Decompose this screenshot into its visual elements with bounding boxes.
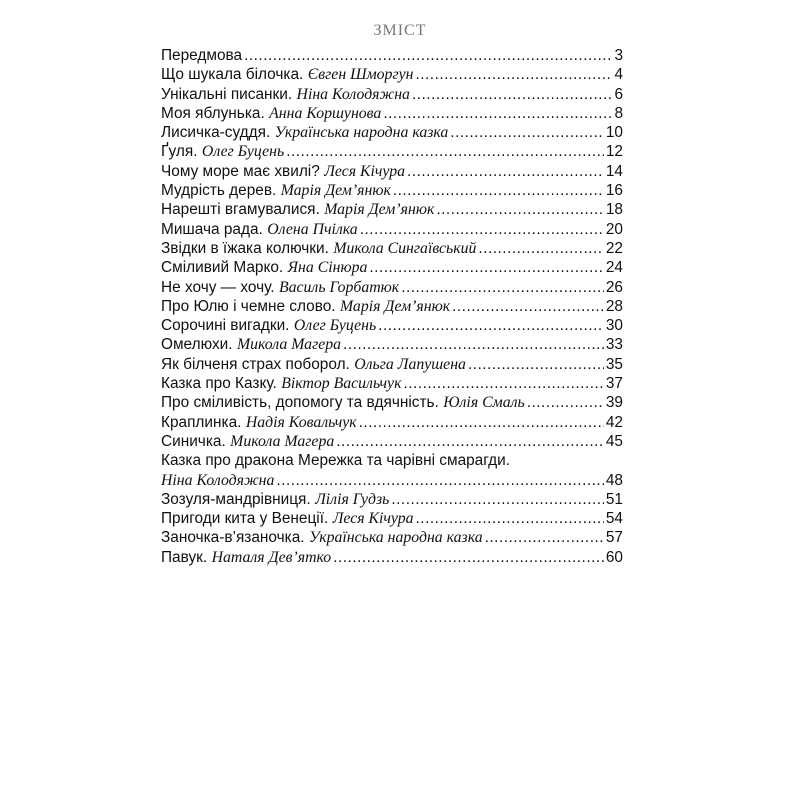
toc-entry (161, 239, 623, 258)
page-heading: ЗМІСТ (373, 22, 427, 39)
toc-entry (161, 393, 623, 412)
dot-leader (276, 471, 603, 490)
dot-leader (485, 528, 604, 547)
entry-author: Марія Дем’янюк (280, 182, 391, 200)
entry-author: Євген Шморгун (307, 66, 414, 84)
entry-author: Віктор Васильчук (281, 375, 402, 393)
entry-page-number: 45 (605, 432, 623, 450)
entry-author: Микола Магера (230, 432, 335, 450)
toc-entry (161, 220, 623, 239)
dot-leader (468, 355, 604, 374)
entry-page-number: 16 (605, 182, 623, 200)
entry-author: Ніна Колодяжна (161, 471, 275, 489)
entry-page-number: 6 (614, 85, 623, 103)
toc-entry (161, 509, 623, 528)
entry-page-number: 12 (605, 143, 623, 161)
entry-author: Марія Дем’янюк (324, 201, 435, 219)
toc-entry (161, 142, 623, 161)
dot-leader (378, 316, 604, 335)
toc-entry (161, 104, 623, 123)
entry-title: Про Юлю і чемне слово. (161, 297, 336, 315)
toc-entry (161, 335, 623, 354)
toc-entry (161, 451, 623, 470)
entry-page-number: 8 (614, 104, 623, 122)
entry-author: Українська народна казка (308, 529, 483, 547)
entry-title: Сорочині вигадки. (161, 317, 290, 335)
dot-leader (360, 220, 604, 239)
toc-entry (161, 355, 623, 374)
entry-author: Микола Магера (236, 336, 342, 354)
entry-author: Олег Буцень (293, 317, 377, 335)
entry-title: Казка про Казку. (161, 375, 277, 393)
entry-title: Звідки в їжака колючки. (161, 239, 329, 257)
toc-entry (161, 528, 623, 547)
entry-page-number: 26 (605, 278, 623, 296)
entry-page-number: 18 (605, 201, 623, 219)
entry-author: Олег Буцень (201, 143, 285, 161)
entry-author: Анна Коршунова (269, 104, 382, 122)
entry-title: Сміливий Марко. (161, 259, 284, 277)
table-of-contents (161, 46, 623, 567)
dot-leader (336, 432, 604, 451)
dot-leader (391, 490, 604, 509)
entry-page-number: 60 (605, 548, 623, 566)
dot-leader (359, 413, 604, 432)
entry-title: Моя яблунька. (161, 104, 265, 122)
entry-title: Зозуля-мандрівниця. (161, 490, 311, 508)
dot-leader (333, 548, 604, 567)
entry-title: Омелюхи. (161, 336, 233, 354)
toc-entry (161, 123, 623, 142)
entry-title: Краплинка. (161, 413, 242, 431)
entry-title: Що шукала білочка. (161, 66, 304, 84)
entry-title: Пригоди кита у Венеції. (161, 510, 329, 528)
entry-title: Про сміливість, допомогу та вдячність. (161, 394, 439, 412)
entry-page-number: 57 (605, 529, 623, 547)
entry-title: Казка про дракона Мережка та чарівні смарагди. (161, 452, 511, 470)
entry-page-number: 4 (614, 66, 623, 84)
toc-entry (161, 85, 623, 104)
dot-leader (436, 200, 604, 219)
entry-author: Леся Кічура (332, 510, 414, 528)
entry-title: Лисичка-суддя. (161, 124, 271, 142)
dot-leader (343, 335, 604, 354)
entry-author: Українська народна казка (274, 124, 449, 142)
toc-entry (161, 316, 623, 335)
entry-author: Василь Горбатюк (278, 278, 400, 296)
entry-author: Микола Сингаївський (333, 239, 477, 257)
toc-entry (161, 413, 623, 432)
dot-leader (383, 104, 612, 123)
dot-leader (450, 123, 604, 142)
toc-entry (161, 297, 623, 316)
dot-leader (403, 374, 603, 393)
entry-title: Унікальні писанки. (161, 85, 293, 103)
entry-page-number: 24 (605, 259, 623, 277)
dot-leader (527, 393, 604, 412)
toc-entry (161, 181, 623, 200)
entry-title: Чому море має хвилі? (161, 162, 320, 180)
entry-page-number: 35 (605, 355, 623, 373)
dot-leader (369, 258, 603, 277)
entry-title: Ґуля. (161, 143, 198, 161)
dot-leader (415, 65, 612, 84)
entry-title: Мудрість дерев. (161, 182, 277, 200)
dot-leader (286, 142, 604, 161)
toc-entry (161, 162, 623, 181)
entry-title: Нарешті вгамувалися. (161, 201, 320, 219)
entry-title: Синичка. (161, 432, 226, 450)
dot-leader (401, 278, 604, 297)
entry-page-number: 48 (605, 471, 623, 489)
toc-entry (161, 548, 623, 567)
entry-page-number: 20 (605, 220, 623, 238)
dot-leader (478, 239, 603, 258)
entry-author: Ольга Лапушена (354, 355, 466, 373)
entry-author: Яна Сінюра (287, 259, 368, 277)
entry-author: Олена Пчілка (267, 220, 358, 238)
entry-page-number: 30 (605, 317, 623, 335)
entry-page-number: 22 (605, 239, 623, 257)
entry-page-number: 39 (605, 394, 623, 412)
toc-entry (161, 432, 623, 451)
entry-page-number: 51 (605, 490, 623, 508)
entry-author: Надія Ковальчук (245, 413, 357, 431)
entry-author: Ніна Колодяжна (296, 85, 410, 103)
toc-entry (161, 278, 623, 297)
entry-title: Мишача рада. (161, 220, 263, 238)
toc-entry (161, 490, 623, 509)
dot-leader (244, 46, 612, 65)
entry-title: Заночка-в’язаночка. (161, 529, 305, 547)
toc-entry (161, 374, 623, 393)
entry-page-number: 3 (614, 47, 623, 64)
entry-author: Марія Дем’янюк (339, 297, 451, 315)
toc-entry (161, 200, 623, 219)
entry-title: Не хочу — хочу. (161, 278, 275, 296)
entry-page-number: 28 (605, 297, 623, 315)
entry-page-number: 42 (605, 413, 623, 431)
entry-author: Юлія Смаль (443, 394, 525, 412)
dot-leader (452, 297, 604, 316)
entry-page-number: 54 (605, 510, 623, 528)
entry-title: Павук. (161, 548, 208, 566)
dot-leader (416, 509, 604, 528)
toc-entry (161, 258, 623, 277)
toc-entry (161, 471, 623, 490)
entry-title: Передмова (161, 47, 243, 64)
entry-author: Леся Кічура (324, 162, 406, 180)
entry-page-number: 14 (605, 162, 623, 180)
entry-author: Лілія Гудзь (315, 490, 390, 508)
entry-title: Як білченя страх поборол. (161, 355, 350, 373)
dot-leader (393, 181, 604, 200)
toc-entry (161, 46, 623, 65)
dot-leader (412, 85, 612, 104)
entry-author: Наталя Дев’ятко (211, 548, 332, 566)
entry-page-number: 37 (605, 375, 623, 393)
toc-entry (161, 65, 623, 84)
entry-page-number: 33 (605, 336, 623, 354)
entry-page-number: 10 (605, 124, 623, 142)
dot-leader (407, 162, 604, 181)
